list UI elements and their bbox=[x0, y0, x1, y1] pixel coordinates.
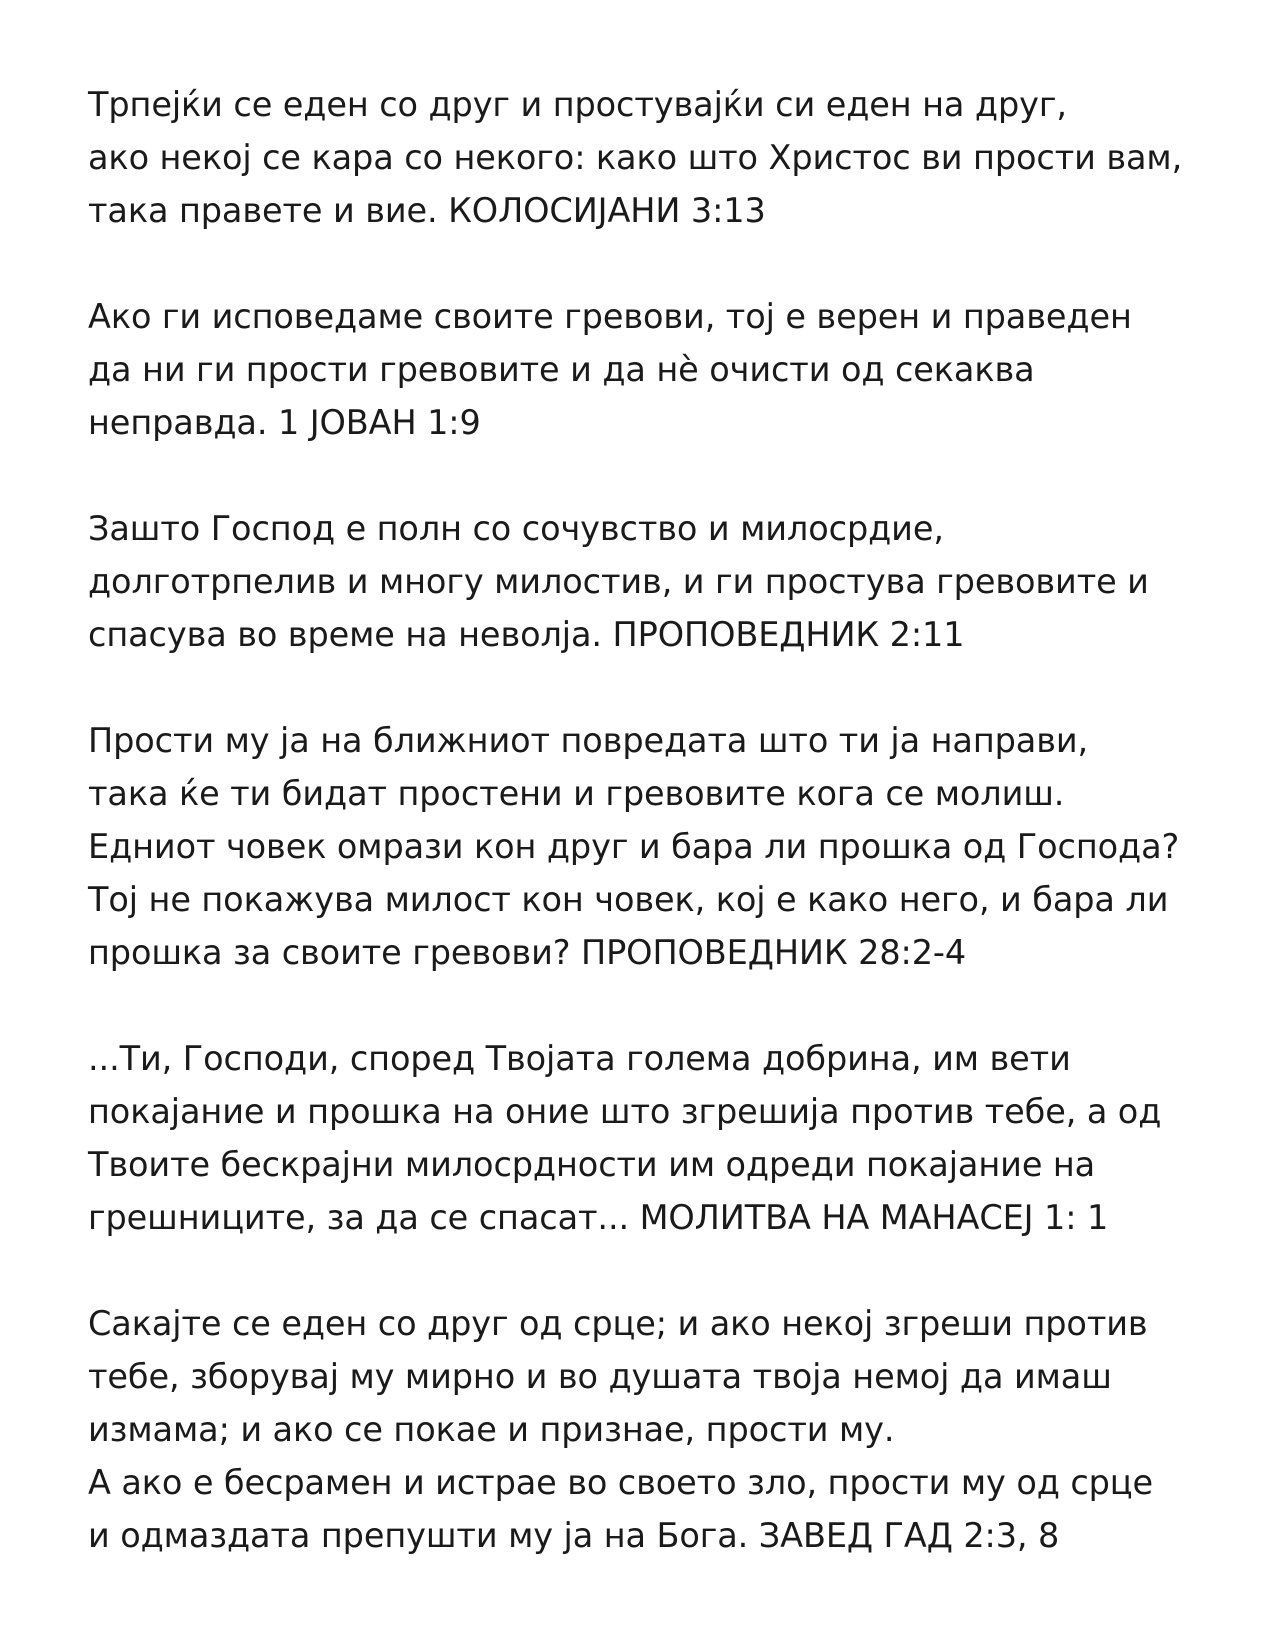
document-page bbox=[88, 78, 1258, 1615]
passage-line: ...Ти, Господи, според Твојата голема добрина, им вети bbox=[88, 1039, 1071, 1078]
passage-line: грешниците, за да се спасат... МОЛИТВА НА МАНАСЕЈ 1: 1 bbox=[88, 1198, 1109, 1237]
passage-line: Ако ги исповедаме своите гревови, тој е верен и праведен bbox=[88, 297, 1132, 336]
passage-line: ако некој се кара со некого: како што Христос ви прости вам, bbox=[88, 138, 1183, 177]
passage-line: Тој не покажува милост кон човек, кој е како него, и бара ли bbox=[88, 880, 1169, 919]
passage-line: Прости му ја на ближниот повредата што ти ја направи, bbox=[88, 721, 1089, 760]
passage-line: спасува во време на неволја. ПРОПОВЕДНИК 2:11 bbox=[88, 615, 965, 654]
passage-testament-gad bbox=[88, 1297, 1258, 1562]
passage-line: Зашто Господ е полн со сочувство и милосрдие, bbox=[88, 509, 944, 548]
passage-1-john bbox=[88, 290, 1258, 449]
passage-line: Трпејќи се еден со друг и простувајќи си еден на друг, bbox=[88, 85, 1067, 124]
passage-line: тебе, зборувај му мирно и во душата твоја немој да имаш bbox=[88, 1357, 1112, 1396]
passage-line: Едниот човек омрази кон друг и бара ли прошка од Господа? bbox=[88, 827, 1180, 866]
passage-line: и одмаздата препушти му ја на Бога. ЗАВЕД ГАД 2:3, 8 bbox=[88, 1516, 1060, 1555]
passage-line: да ни ги прости гревовите и да нѐ очисти од секаква bbox=[88, 350, 1035, 389]
passage-line: А ако е бесрамен и истрае во своето зло, прости му од срце bbox=[88, 1463, 1154, 1502]
passage-line: долготрпелив и многу милостив, и ги простува гревовите и bbox=[88, 562, 1149, 601]
passage-sirach-2 bbox=[88, 502, 1258, 661]
passage-line: покајание и прошка на оние што згрешија против тебе, а од bbox=[88, 1092, 1162, 1131]
passage-line: така ќе ти бидат простени и гревовите кога се молиш. bbox=[88, 774, 1065, 813]
passage-line: Сакајте се еден со друг од срце; и ако некој згреши против bbox=[88, 1304, 1148, 1343]
passage-line: прошка за своите гревови? ПРОПОВЕДНИК 28:2-4 bbox=[88, 933, 967, 972]
passage-line: така правете и вие. КОЛОСИЈАНИ 3:13 bbox=[88, 191, 766, 230]
passage-manasseh bbox=[88, 1032, 1258, 1244]
passage-line: неправда. 1 ЈОВАН 1:9 bbox=[88, 403, 481, 442]
passage-colossians bbox=[88, 78, 1258, 237]
passage-line: измама; и ако се покае и признае, прости му. bbox=[88, 1410, 895, 1449]
passage-line: Твоите бескрајни милосрдности им одреди покајание на bbox=[88, 1145, 1096, 1184]
passage-sirach-28 bbox=[88, 714, 1258, 979]
